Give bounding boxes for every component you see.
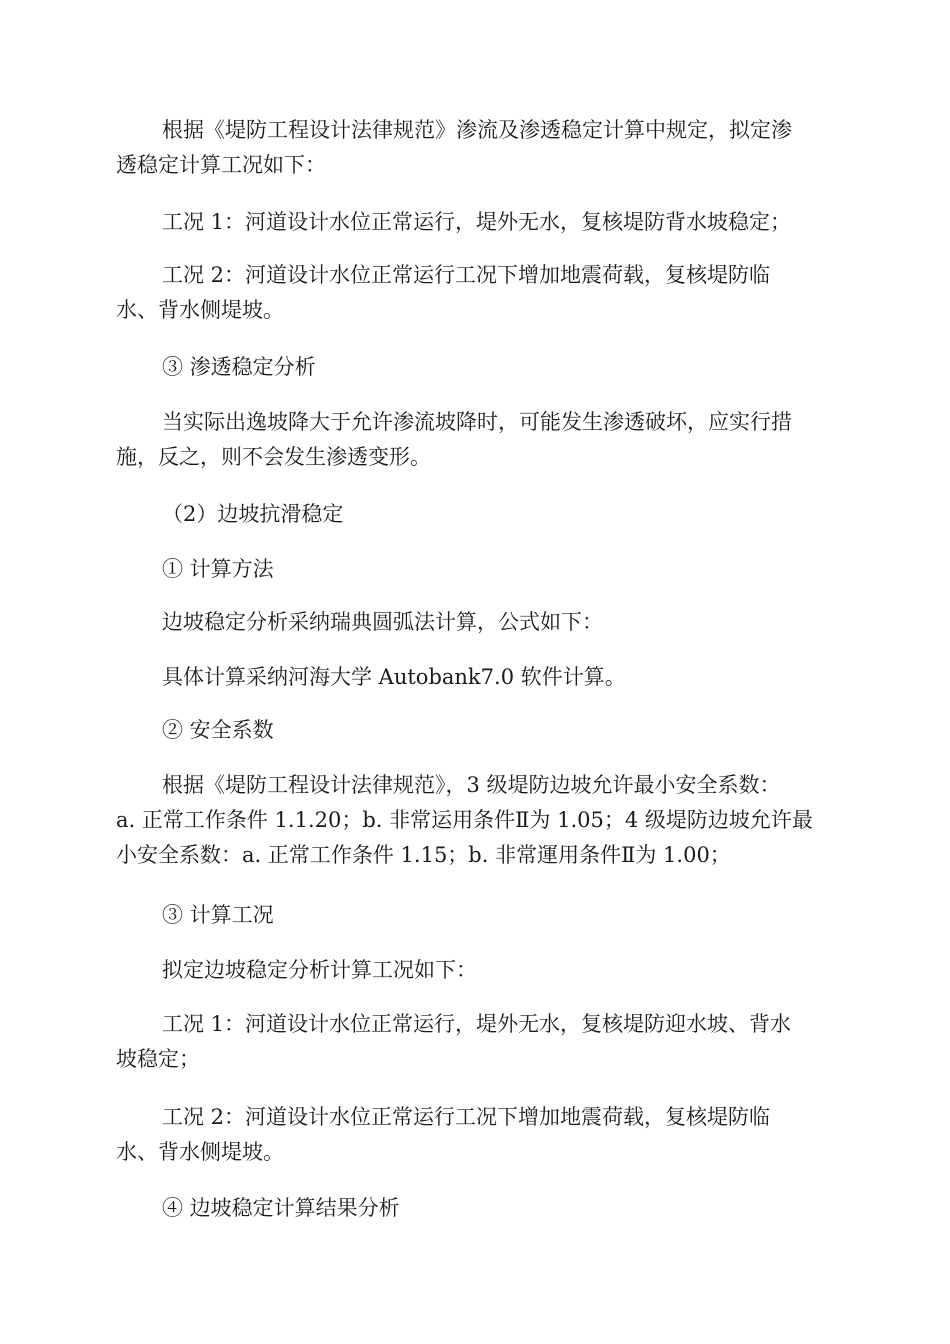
paragraph-line: 工况 2：河道设计水位正常运行工况下增加地震荷载，复核堤防临 [162, 1105, 771, 1129]
paragraph-line: 工况 1：河道设计水位正常运行，堤外无水，复核堤防迎水坡、背水 [162, 1012, 792, 1036]
paragraph-slope-case-1 [116, 1007, 836, 1077]
paragraph-method-desc [116, 605, 836, 640]
paragraph-line: 小安全系数：a. 正常工作条件 1.15；b. 非常運用条件Ⅱ为 1.00； [116, 843, 731, 867]
heading-slope-stability [116, 497, 836, 532]
heading-safety-factor [116, 713, 836, 748]
heading-line: ③ 渗透稳定分析 [162, 355, 316, 379]
heading-calculation-method [116, 552, 836, 587]
paragraph-line: 水、背水侧堤坡。 [116, 298, 284, 322]
paragraph-case-2 [116, 258, 836, 328]
paragraph-line: 边坡稳定分析采纳瑞典圆弧法计算，公式如下： [162, 610, 603, 634]
heading-slope-results [116, 1191, 836, 1226]
paragraph-line: 根据《堤防工程设计法律规范》，3 级堤防边坡允许最小安全系数： [162, 773, 781, 797]
paragraph-case-1 [116, 205, 836, 240]
heading-calculation-cases [116, 898, 836, 933]
paragraph-line: 拟定边坡稳定分析计算工况如下： [162, 958, 477, 982]
paragraph-software [116, 660, 836, 695]
heading-line: ② 安全系数 [162, 718, 274, 742]
paragraph-line: 工况 2：河道设计水位正常运行工况下增加地震荷载，复核堤防临 [162, 263, 771, 287]
paragraph-line: 当实际出逸坡降大于允许渗流坡降时，可能发生渗透破坏，应实行措 [162, 410, 792, 434]
paragraph-line: 坡稳定； [116, 1047, 200, 1071]
heading-line: ① 计算方法 [162, 557, 274, 581]
paragraph-line: a. 正常工作条件 1.1.20；b. 非常运用条件Ⅱ为 1.05；4 级堤防边坡允许最 [116, 808, 813, 832]
heading-seepage-stability [116, 350, 836, 385]
paragraph-cases-intro [116, 953, 836, 988]
paragraph-safety-factor [116, 768, 836, 873]
heading-line: （2）边坡抗滑稳定 [162, 502, 344, 526]
paragraph-line: 施，反之，则不会发生渗透变形。 [116, 445, 431, 469]
paragraph-seepage-intro [116, 113, 836, 183]
paragraph-line: 水、背水侧堤坡。 [116, 1140, 284, 1164]
paragraph-line: 工况 1：河道设计水位正常运行，堤外无水，复核堤防背水坡稳定； [162, 210, 792, 234]
paragraph-seepage-analysis [116, 405, 836, 475]
paragraph-line: 具体计算采纳河海大学 Autobank7.0 软件计算。 [162, 665, 626, 689]
heading-line: ③ 计算工况 [162, 903, 274, 927]
paragraph-line: 透稳定计算工况如下： [116, 153, 326, 177]
paragraph-line: 根据《堤防工程设计法律规范》渗流及渗透稳定计算中规定，拟定渗 [162, 118, 792, 142]
paragraph-slope-case-2 [116, 1100, 836, 1170]
heading-line: ④ 边坡稳定计算结果分析 [162, 1196, 400, 1220]
